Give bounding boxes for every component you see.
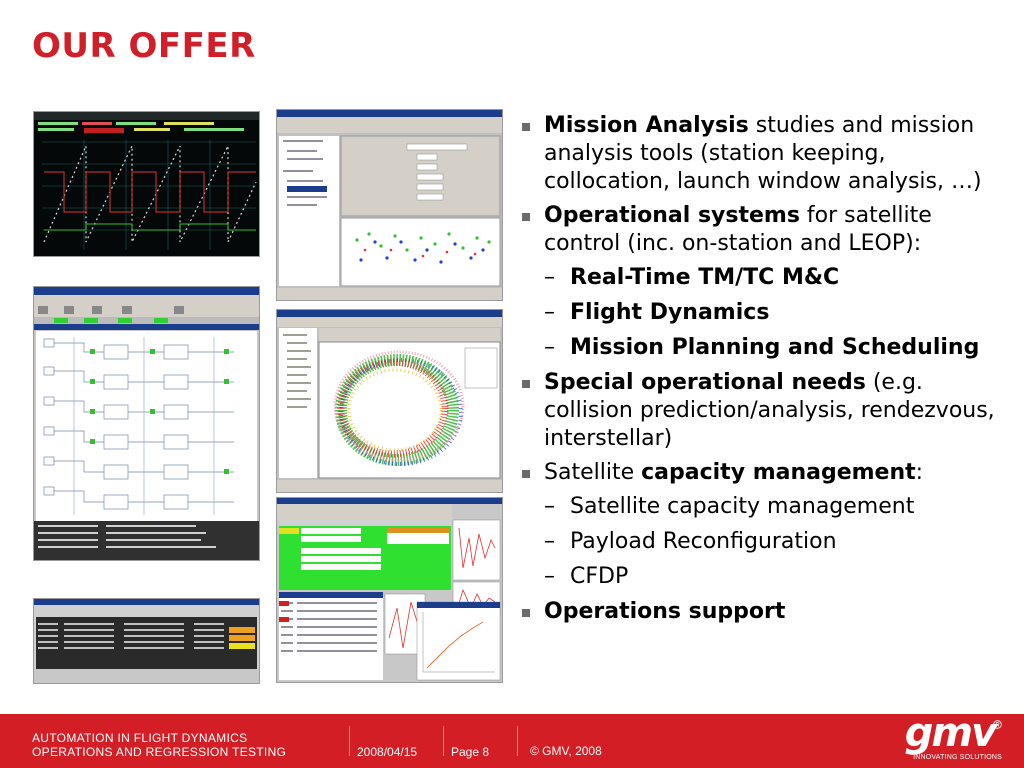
slide-title: OUR OFFER	[32, 26, 256, 66]
footer-date: 2008/04/15	[357, 745, 418, 759]
footer-presentation-title	[32, 731, 286, 759]
bullet-bold-text: Operational systems	[544, 203, 800, 228]
bullet-bold-text: Special operational needs	[544, 370, 866, 395]
dash-marker: –	[544, 300, 555, 325]
orbit-visualization-screenshot	[276, 309, 503, 493]
bullet-bold-text: capacity management	[641, 460, 916, 485]
bullet-bold-text: Operations support	[544, 599, 786, 624]
dash-marker: –	[544, 335, 555, 360]
logo-wordmark: gmv	[904, 710, 996, 756]
footer-copyright: © GMV, 2008	[530, 744, 602, 758]
dash-marker: –	[544, 494, 555, 519]
dash-marker: –	[544, 564, 555, 589]
sub-bullet-text: CFDP	[570, 564, 629, 589]
bullet-text: for satellite control (inc. on-station and LEOP):	[544, 203, 932, 256]
sub-bullet-flight-dynamics	[518, 299, 1008, 327]
sub-bullet-text: Mission Planning and Scheduling	[570, 335, 980, 360]
logo-tagline: INNOVATING SOLUTIONS	[913, 754, 1002, 761]
bullet-capacity-management	[518, 459, 1008, 487]
registered-mark-icon	[993, 720, 1002, 729]
bullet-special-needs	[518, 369, 1008, 453]
sub-bullet-tmtc	[518, 264, 1008, 292]
footer-title-line1: AUTOMATION IN FLIGHT DYNAMICS	[32, 731, 248, 745]
footer-page-number: Page 8	[451, 745, 490, 759]
gmv-logo	[898, 710, 1002, 766]
schematic-editor-screenshot	[33, 286, 260, 561]
sub-bullet-mission-planning	[518, 334, 1008, 362]
footer-divider	[443, 726, 444, 756]
square-bullet-icon	[522, 609, 530, 617]
square-bullet-icon	[522, 470, 530, 478]
footer-title-line2: OPERATIONS AND REGRESSION TESTING	[32, 745, 287, 759]
bullet-text: :	[915, 460, 924, 485]
square-bullet-icon	[522, 213, 530, 221]
analysis-tool-screenshot	[276, 109, 503, 301]
sub-bullet-text: Flight Dynamics	[570, 300, 770, 325]
sub-bullet-text: Satellite capacity management	[570, 494, 915, 519]
footer-divider	[349, 726, 350, 756]
monitoring-table-screenshot	[33, 598, 260, 684]
dash-marker: –	[544, 265, 555, 290]
sub-bullet-cfdp	[518, 563, 1008, 591]
sub-bullet-capacity	[518, 493, 1008, 521]
bullet-bold-text: Mission Analysis	[544, 113, 749, 138]
sub-bullet-text: Real-Time TM/TC M&C	[570, 265, 840, 290]
sub-bullet-payload	[518, 528, 1008, 556]
bullet-operations-support	[518, 598, 1008, 626]
bullet-text: studies and mission analysis tools (station keeping, collocation, launch window analysis, …)	[544, 113, 982, 194]
footer-divider	[517, 726, 518, 756]
bullet-operational-systems	[518, 202, 1008, 258]
telemetry-plot-screenshot	[33, 111, 260, 257]
square-bullet-icon	[522, 123, 530, 131]
square-bullet-icon	[522, 380, 530, 388]
bullet-text: Satellite	[544, 460, 642, 485]
dash-marker: –	[544, 529, 555, 554]
bullet-text: (e.g. collision prediction/analysis, rendezvous, interstellar)	[544, 370, 995, 451]
offer-bullet-list	[518, 112, 1008, 632]
sub-bullet-text: Payload Reconfiguration	[570, 529, 837, 554]
bullet-mission-analysis	[518, 112, 1008, 196]
slide-footer	[0, 710, 1024, 768]
planning-tables-screenshot	[276, 497, 503, 683]
